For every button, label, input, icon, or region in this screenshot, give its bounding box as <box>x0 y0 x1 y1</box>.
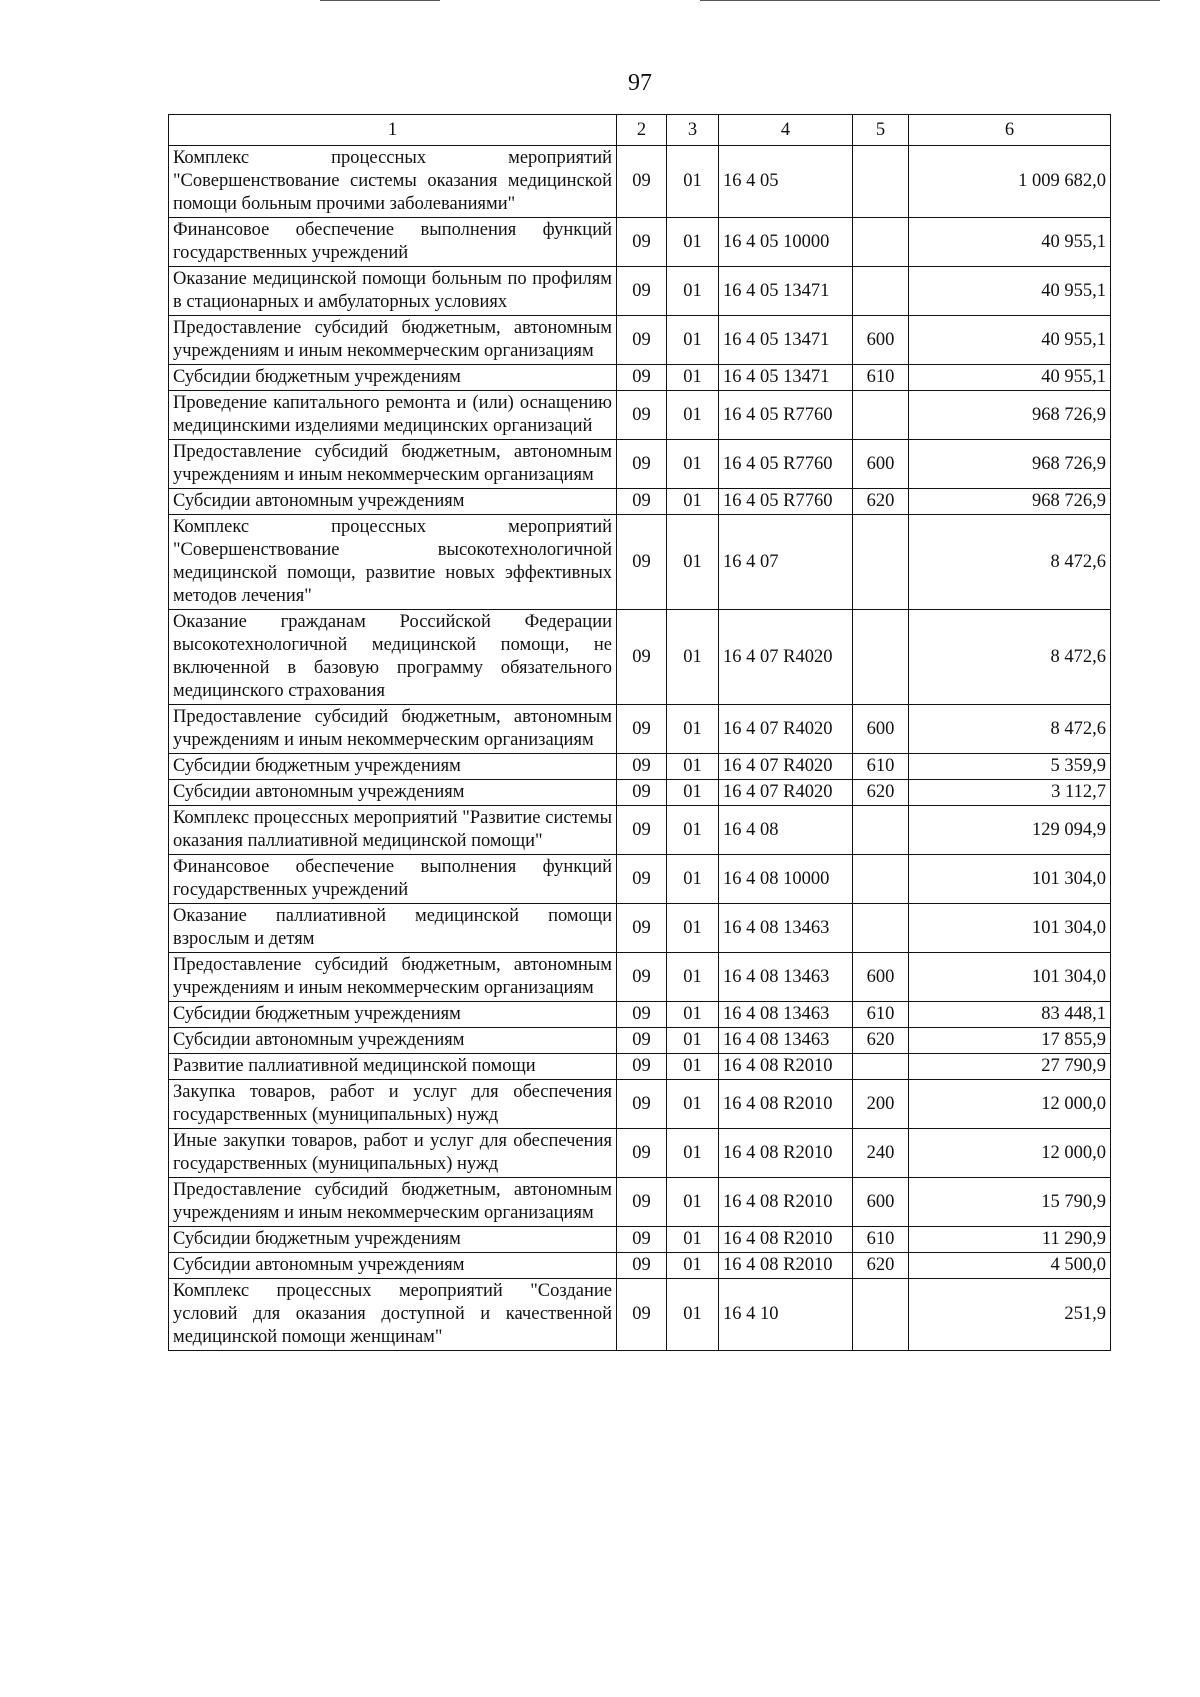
row-subsection: 01 <box>667 754 719 780</box>
row-section: 09 <box>617 1028 667 1054</box>
row-target-code: 16 4 08 R2010 <box>719 1253 853 1279</box>
row-expense-type <box>853 218 909 267</box>
row-section: 09 <box>617 904 667 953</box>
table-row <box>169 705 1111 754</box>
row-target-code: 16 4 05 R7760 <box>719 391 853 440</box>
row-name: Субсидии автономным учреждениям <box>169 780 617 806</box>
row-amount: 40 955,1 <box>909 365 1111 391</box>
row-expense-type <box>853 1279 909 1351</box>
row-expense-type: 620 <box>853 780 909 806</box>
row-subsection: 01 <box>667 316 719 365</box>
table-header <box>169 115 1111 146</box>
row-amount: 1 009 682,0 <box>909 146 1111 218</box>
row-expense-type <box>853 904 909 953</box>
row-target-code: 16 4 08 R2010 <box>719 1129 853 1178</box>
row-expense-type <box>853 806 909 855</box>
table-row <box>169 365 1111 391</box>
row-name: Предоставление субсидий бюджетным, автономным учреждениям и иным некоммерческим организациям <box>169 705 617 754</box>
table-row <box>169 146 1111 218</box>
row-section: 09 <box>617 855 667 904</box>
row-amount: 15 790,9 <box>909 1178 1111 1227</box>
row-amount: 4 500,0 <box>909 1253 1111 1279</box>
table-row <box>169 806 1111 855</box>
row-amount: 11 290,9 <box>909 1227 1111 1253</box>
table-row <box>169 1129 1111 1178</box>
table-row <box>169 218 1111 267</box>
row-name: Субсидии бюджетным учреждениям <box>169 1227 617 1253</box>
row-subsection: 01 <box>667 489 719 515</box>
budget-table <box>168 114 1111 1351</box>
row-name: Комплекс процессных мероприятий "Создание условий для оказания доступной и качественной медицинской помощи женщинам" <box>169 1279 617 1351</box>
row-target-code: 16 4 08 13463 <box>719 1002 853 1028</box>
row-amount: 3 112,7 <box>909 780 1111 806</box>
row-expense-type <box>853 515 909 610</box>
row-section: 09 <box>617 515 667 610</box>
row-expense-type <box>853 855 909 904</box>
row-amount: 8 472,6 <box>909 610 1111 705</box>
row-section: 09 <box>617 953 667 1002</box>
row-amount: 101 304,0 <box>909 904 1111 953</box>
row-target-code: 16 4 08 R2010 <box>719 1178 853 1227</box>
row-name: Проведение капитального ремонта и (или) оснащению медицинскими изделиями медицинских организаций <box>169 391 617 440</box>
header-row <box>169 115 1111 146</box>
row-section: 09 <box>617 1002 667 1028</box>
row-subsection: 01 <box>667 1279 719 1351</box>
header-col-4: 4 <box>719 115 853 146</box>
row-target-code: 16 4 08 13463 <box>719 904 853 953</box>
page-number: 97 <box>628 70 652 96</box>
row-subsection: 01 <box>667 1227 719 1253</box>
row-expense-type: 620 <box>853 1253 909 1279</box>
header-col-1: 1 <box>169 115 617 146</box>
row-amount: 12 000,0 <box>909 1129 1111 1178</box>
row-name: Финансовое обеспечение выполнения функций государственных учреждений <box>169 855 617 904</box>
table-body <box>169 146 1111 1351</box>
row-subsection: 01 <box>667 610 719 705</box>
row-section: 09 <box>617 489 667 515</box>
table-row <box>169 1253 1111 1279</box>
row-target-code: 16 4 05 13471 <box>719 267 853 316</box>
row-section: 09 <box>617 1227 667 1253</box>
row-section: 09 <box>617 1279 667 1351</box>
row-section: 09 <box>617 316 667 365</box>
table-row <box>169 391 1111 440</box>
row-section: 09 <box>617 440 667 489</box>
row-expense-type <box>853 267 909 316</box>
row-subsection: 01 <box>667 1028 719 1054</box>
row-expense-type <box>853 1054 909 1080</box>
row-name: Субсидии бюджетным учреждениям <box>169 754 617 780</box>
table-row <box>169 440 1111 489</box>
row-section: 09 <box>617 1253 667 1279</box>
row-amount: 8 472,6 <box>909 515 1111 610</box>
row-expense-type: 610 <box>853 1002 909 1028</box>
row-amount: 101 304,0 <box>909 855 1111 904</box>
row-section: 09 <box>617 1129 667 1178</box>
row-section: 09 <box>617 365 667 391</box>
row-subsection: 01 <box>667 1178 719 1227</box>
row-target-code: 16 4 10 <box>719 1279 853 1351</box>
row-name: Субсидии бюджетным учреждениям <box>169 1002 617 1028</box>
row-section: 09 <box>617 1178 667 1227</box>
row-expense-type: 620 <box>853 1028 909 1054</box>
table-row <box>169 489 1111 515</box>
row-name: Развитие паллиативной медицинской помощи <box>169 1054 617 1080</box>
row-subsection: 01 <box>667 515 719 610</box>
row-target-code: 16 4 08 10000 <box>719 855 853 904</box>
table-row <box>169 1178 1111 1227</box>
row-target-code: 16 4 07 <box>719 515 853 610</box>
row-subsection: 01 <box>667 218 719 267</box>
row-section: 09 <box>617 267 667 316</box>
row-name: Оказание паллиативной медицинской помощи взрослым и детям <box>169 904 617 953</box>
row-amount: 8 472,6 <box>909 705 1111 754</box>
row-name: Предоставление субсидий бюджетным, автономным учреждениям и иным некоммерческим организациям <box>169 1178 617 1227</box>
row-subsection: 01 <box>667 1002 719 1028</box>
row-target-code: 16 4 08 R2010 <box>719 1227 853 1253</box>
row-amount: 40 955,1 <box>909 316 1111 365</box>
row-target-code: 16 4 08 R2010 <box>719 1054 853 1080</box>
row-name: Субсидии автономным учреждениям <box>169 489 617 515</box>
table-row <box>169 953 1111 1002</box>
row-subsection: 01 <box>667 904 719 953</box>
row-name: Оказание гражданам Российской Федерации высокотехнологичной медицинской помощи, не включенной в базовую программу обязательного медицинского страхования <box>169 610 617 705</box>
row-expense-type: 600 <box>853 1178 909 1227</box>
row-expense-type: 600 <box>853 440 909 489</box>
scan-artifact <box>320 0 440 1</box>
scan-artifact <box>700 0 1160 1</box>
row-expense-type <box>853 146 909 218</box>
row-name: Предоставление субсидий бюджетным, автономным учреждениям и иным некоммерческим организациям <box>169 316 617 365</box>
row-name: Иные закупки товаров, работ и услуг для обеспечения государственных (муниципальных) нужд <box>169 1129 617 1178</box>
row-target-code: 16 4 08 R2010 <box>719 1080 853 1129</box>
row-amount: 27 790,9 <box>909 1054 1111 1080</box>
row-section: 09 <box>617 610 667 705</box>
row-name: Комплекс процессных мероприятий "Совершенствование системы оказания медицинской помощи больным прочими заболеваниями" <box>169 146 617 218</box>
row-expense-type: 240 <box>853 1129 909 1178</box>
row-name: Субсидии бюджетным учреждениям <box>169 365 617 391</box>
row-expense-type: 200 <box>853 1080 909 1129</box>
row-subsection: 01 <box>667 440 719 489</box>
row-expense-type <box>853 610 909 705</box>
row-target-code: 16 4 08 13463 <box>719 1028 853 1054</box>
row-target-code: 16 4 05 <box>719 146 853 218</box>
row-name: Субсидии автономным учреждениям <box>169 1028 617 1054</box>
row-section: 09 <box>617 780 667 806</box>
row-amount: 40 955,1 <box>909 267 1111 316</box>
row-subsection: 01 <box>667 267 719 316</box>
table-row <box>169 1054 1111 1080</box>
row-subsection: 01 <box>667 1054 719 1080</box>
table-row <box>169 1028 1111 1054</box>
row-expense-type: 600 <box>853 316 909 365</box>
row-target-code: 16 4 07 R4020 <box>719 610 853 705</box>
row-section: 09 <box>617 1080 667 1129</box>
row-amount: 40 955,1 <box>909 218 1111 267</box>
row-amount: 17 855,9 <box>909 1028 1111 1054</box>
row-subsection: 01 <box>667 1129 719 1178</box>
row-amount: 251,9 <box>909 1279 1111 1351</box>
row-target-code: 16 4 05 13471 <box>719 365 853 391</box>
row-name: Предоставление субсидий бюджетным, автономным учреждениям и иным некоммерческим организациям <box>169 953 617 1002</box>
row-name: Закупка товаров, работ и услуг для обеспечения государственных (муниципальных) нужд <box>169 1080 617 1129</box>
row-target-code: 16 4 08 <box>719 806 853 855</box>
row-target-code: 16 4 05 R7760 <box>719 489 853 515</box>
row-amount: 101 304,0 <box>909 953 1111 1002</box>
header-col-5: 5 <box>853 115 909 146</box>
row-section: 09 <box>617 146 667 218</box>
row-target-code: 16 4 05 13471 <box>719 316 853 365</box>
row-section: 09 <box>617 705 667 754</box>
header-col-3: 3 <box>667 115 719 146</box>
row-target-code: 16 4 08 13463 <box>719 953 853 1002</box>
table-row <box>169 1080 1111 1129</box>
row-name: Предоставление субсидий бюджетным, автономным учреждениям и иным некоммерческим организациям <box>169 440 617 489</box>
table-row <box>169 904 1111 953</box>
row-amount: 83 448,1 <box>909 1002 1111 1028</box>
table-row <box>169 754 1111 780</box>
row-subsection: 01 <box>667 855 719 904</box>
row-target-code: 16 4 07 R4020 <box>719 780 853 806</box>
table-row <box>169 1279 1111 1351</box>
row-amount: 5 359,9 <box>909 754 1111 780</box>
row-amount: 968 726,9 <box>909 440 1111 489</box>
row-subsection: 01 <box>667 146 719 218</box>
table-row <box>169 267 1111 316</box>
row-target-code: 16 4 07 R4020 <box>719 754 853 780</box>
table-row <box>169 855 1111 904</box>
row-subsection: 01 <box>667 365 719 391</box>
row-section: 09 <box>617 806 667 855</box>
header-col-6: 6 <box>909 115 1111 146</box>
table-row <box>169 610 1111 705</box>
row-subsection: 01 <box>667 806 719 855</box>
row-subsection: 01 <box>667 1080 719 1129</box>
row-target-code: 16 4 07 R4020 <box>719 705 853 754</box>
row-name: Финансовое обеспечение выполнения функций государственных учреждений <box>169 218 617 267</box>
row-section: 09 <box>617 218 667 267</box>
row-subsection: 01 <box>667 391 719 440</box>
table-row <box>169 1002 1111 1028</box>
header-col-2: 2 <box>617 115 667 146</box>
row-amount: 968 726,9 <box>909 489 1111 515</box>
row-subsection: 01 <box>667 953 719 1002</box>
row-expense-type: 600 <box>853 953 909 1002</box>
row-subsection: 01 <box>667 705 719 754</box>
row-amount: 968 726,9 <box>909 391 1111 440</box>
table-row <box>169 515 1111 610</box>
row-name: Субсидии автономным учреждениям <box>169 1253 617 1279</box>
row-amount: 129 094,9 <box>909 806 1111 855</box>
row-expense-type: 600 <box>853 705 909 754</box>
row-section: 09 <box>617 1054 667 1080</box>
row-amount: 12 000,0 <box>909 1080 1111 1129</box>
row-target-code: 16 4 05 10000 <box>719 218 853 267</box>
row-expense-type: 610 <box>853 1227 909 1253</box>
row-section: 09 <box>617 754 667 780</box>
row-expense-type: 610 <box>853 365 909 391</box>
row-expense-type: 610 <box>853 754 909 780</box>
row-expense-type: 620 <box>853 489 909 515</box>
row-name: Комплекс процессных мероприятий "Совершенствование высокотехнологичной медицинской помощи, развитие новых эффективных методов лечения" <box>169 515 617 610</box>
table-row <box>169 316 1111 365</box>
row-subsection: 01 <box>667 780 719 806</box>
row-section: 09 <box>617 391 667 440</box>
table-row <box>169 1227 1111 1253</box>
row-expense-type <box>853 391 909 440</box>
row-target-code: 16 4 05 R7760 <box>719 440 853 489</box>
row-name: Оказание медицинской помощи больным по профилям в стационарных и амбулаторных условиях <box>169 267 617 316</box>
table-row <box>169 780 1111 806</box>
row-subsection: 01 <box>667 1253 719 1279</box>
row-name: Комплекс процессных мероприятий "Развитие системы оказания паллиативной медицинской помощи" <box>169 806 617 855</box>
